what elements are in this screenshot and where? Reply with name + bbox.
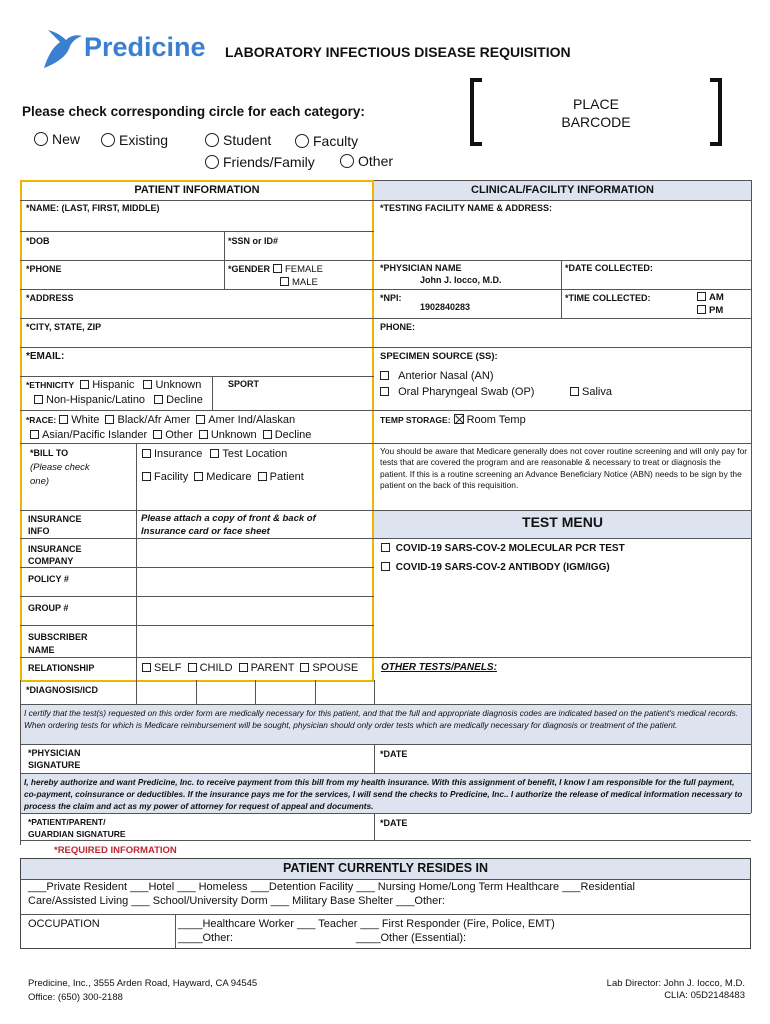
billto-note-1: (Please check bbox=[30, 462, 90, 473]
am-checkbox[interactable]: AM bbox=[697, 292, 724, 303]
option-student[interactable]: Student bbox=[205, 132, 271, 148]
occupation-line-2a: ____Other: bbox=[178, 932, 234, 944]
required-note: *REQUIRED INFORMATION bbox=[54, 845, 177, 856]
radio-circle-icon bbox=[101, 133, 115, 147]
ins-company-label-2: COMPANY bbox=[28, 556, 74, 566]
barcode-label-1: PLACE bbox=[573, 96, 619, 112]
ins-note-1: Please attach a copy of front & back of bbox=[141, 513, 316, 524]
test-pcr-option[interactable]: COVID-19 SARS-COV-2 MOLECULAR PCR TEST bbox=[381, 543, 625, 554]
patient-info-title: PATIENT INFORMATION bbox=[134, 184, 260, 196]
address-label: *ADDRESS bbox=[26, 293, 74, 303]
radio-circle-icon bbox=[34, 132, 48, 146]
occupation-label: OCCUPATION bbox=[28, 918, 100, 930]
physician-sig-label-2: SIGNATURE bbox=[28, 760, 81, 770]
subscriber-label-2: NAME bbox=[28, 645, 55, 655]
spec-oral-option[interactable]: Oral Pharyngeal Swab (OP) bbox=[380, 386, 534, 398]
checkbox-icon[interactable] bbox=[105, 415, 114, 424]
checkbox-icon bbox=[380, 371, 389, 380]
occupation-line-1: ____Healthcare Worker ___ Teacher ___ First Responder (Fire, Police, EMT) bbox=[178, 918, 555, 930]
city-label: *CITY, STATE, ZIP bbox=[26, 322, 102, 332]
billto-note-2: one) bbox=[30, 476, 50, 487]
option-friends-family[interactable]: Friends/Family bbox=[205, 154, 315, 170]
checkbox-icon[interactable] bbox=[142, 472, 151, 481]
billto-row-1: Insurance Test Location bbox=[142, 448, 287, 460]
logo bbox=[38, 26, 208, 70]
radio-circle-icon bbox=[205, 155, 219, 169]
facility-label: *TESTING FACILITY NAME & ADDRESS: bbox=[380, 203, 553, 213]
guardian-sig-label-1: *PATIENT/PARENT/ bbox=[28, 817, 106, 827]
temp-storage-row: TEMP STORAGE: Room Temp bbox=[380, 414, 526, 426]
group-label: GROUP # bbox=[28, 603, 69, 613]
checkbox-icon[interactable] bbox=[300, 663, 309, 672]
spec-nasal-option[interactable]: Anterior Nasal (AN) bbox=[380, 370, 493, 382]
bird-logo-icon bbox=[38, 26, 84, 70]
checkbox-icon[interactable] bbox=[80, 380, 89, 389]
billto-label: *BILL TO bbox=[30, 448, 69, 458]
physician-date-label: *DATE bbox=[380, 749, 408, 759]
option-new[interactable]: New bbox=[34, 131, 80, 147]
checkbox-icon bbox=[381, 543, 390, 552]
checkbox-icon bbox=[697, 292, 706, 301]
email-label: *EMAIL: bbox=[26, 351, 65, 362]
physician-name: John J. Iocco, M.D. bbox=[420, 275, 502, 285]
physician-sig-label-1: *PHYSICIAN bbox=[28, 748, 81, 758]
ins-company-label-1: INSURANCE bbox=[28, 544, 82, 554]
footer-office: Office: (650) 300-2188 bbox=[28, 992, 123, 1003]
race-row-2: Asian/Pacific Islander Other Unknown Decline bbox=[30, 429, 311, 441]
diagnosis-label: *DIAGNOSIS/ICD bbox=[26, 685, 99, 695]
checkbox-icon bbox=[381, 562, 390, 571]
checkbox-icon[interactable] bbox=[188, 663, 197, 672]
footer-address: Predicine, Inc., 3555 Arden Road, Hayward, CA 94545 bbox=[28, 978, 258, 989]
checkbox-icon[interactable] bbox=[143, 380, 152, 389]
clinical-info-title: CLINICAL/FACILITY INFORMATION bbox=[471, 184, 654, 196]
checkbox-icon[interactable] bbox=[142, 449, 151, 458]
ssn-label: *SSN or ID# bbox=[228, 236, 279, 246]
phone-label: *PHONE bbox=[26, 264, 62, 274]
option-existing[interactable]: Existing bbox=[101, 132, 168, 148]
test-antibody-option[interactable]: COVID-19 SARS-COV-2 ANTIBODY (IGM/IGG) bbox=[381, 562, 610, 573]
occupation-line-2b: ____Other (Essential): bbox=[356, 932, 467, 944]
radio-circle-icon bbox=[205, 133, 219, 147]
radio-circle-icon bbox=[295, 134, 309, 148]
gender-male-checkbox[interactable]: MALE bbox=[280, 277, 318, 288]
dob-label: *DOB bbox=[26, 236, 50, 246]
guardian-sig-label-2: GUARDIAN SIGNATURE bbox=[28, 829, 126, 839]
subscriber-label-1: SUBSCRIBER bbox=[28, 632, 88, 642]
guardian-date-label: *DATE bbox=[380, 818, 408, 828]
resides-line-2: Care/Assisted Living ___ School/University Dorm ___ Military Base Shelter ___Other: bbox=[28, 895, 445, 907]
ethnicity-row-1: *ETHNICITY Hispanic Unknown bbox=[26, 379, 202, 391]
sport-label: SPORT bbox=[228, 379, 260, 389]
other-tests-label: OTHER TESTS/PANELS: bbox=[381, 662, 497, 673]
gender-female-checkbox[interactable]: FEMALE bbox=[273, 264, 323, 275]
authorize-text: I, hereby authorize and want Predicine, Inc. to receive payment from this bill from my health insurance. With this assignment of benefit, I know I am responsible for the full payment, co-payment, coinsurance or deductibles. If the insurance pays me for the services, I will send the checks to Predicine, Inc.. I authorize the release of medical information necessary to process the claim and act as my power of attorney for request of appeal and documents. bbox=[24, 777, 743, 811]
gender-label: *GENDER bbox=[228, 264, 271, 274]
checkbox-icon bbox=[273, 264, 282, 273]
checkbox-icon[interactable] bbox=[194, 472, 203, 481]
checkbox-icon[interactable] bbox=[30, 430, 39, 439]
ins-note-2: Insurance card or face sheet bbox=[141, 526, 270, 537]
policy-label: POLICY # bbox=[28, 574, 69, 584]
option-other[interactable]: Other bbox=[340, 153, 393, 169]
checkbox-icon[interactable] bbox=[142, 663, 151, 672]
checkbox-icon[interactable] bbox=[258, 472, 267, 481]
race-row-1: *RACE: White Black/Afr Amer Amer Ind/Alaskan bbox=[26, 414, 296, 426]
checkbox-icon bbox=[697, 305, 706, 314]
specimen-label: SPECIMEN SOURCE (SS): bbox=[380, 351, 498, 362]
checkbox-icon[interactable] bbox=[59, 415, 68, 424]
medicare-notice: You should be aware that Medicare generally does not cover routine screening and will only pay for tests that are covered the program and are reasonable & necessary to treat or diagnosis the patient. If this is a routine screening an Advance Beneficiary Notice (ABN) needs to be sign by the patient on the back of this requisition. bbox=[380, 446, 748, 491]
name-label: *NAME: (LAST, FIRST, MIDDLE) bbox=[26, 203, 160, 213]
barcode-area bbox=[470, 78, 722, 146]
checked-checkbox-icon[interactable] bbox=[454, 414, 464, 424]
logo-text: Predicine bbox=[84, 32, 206, 62]
resides-title: PATIENT CURRENTLY RESIDES IN bbox=[282, 861, 489, 875]
npi-value: 1902840283 bbox=[420, 302, 471, 312]
billto-row-2: Facility Medicare Patient bbox=[142, 471, 304, 483]
physician-label: *PHYSICIAN NAME bbox=[380, 263, 462, 273]
ins-info-label-2: INFO bbox=[28, 526, 50, 536]
checkbox-icon bbox=[570, 387, 579, 396]
option-faculty[interactable]: Faculty bbox=[295, 133, 358, 149]
checkbox-icon[interactable] bbox=[263, 430, 272, 439]
ethnicity-row-2: Non-Hispanic/Latino Decline bbox=[34, 394, 203, 406]
checkbox-icon[interactable] bbox=[210, 449, 219, 458]
ins-info-label-1: INSURANCE bbox=[28, 514, 82, 524]
clinical-phone-label: PHONE: bbox=[380, 322, 416, 332]
checkbox-icon[interactable] bbox=[34, 395, 43, 404]
checkbox-icon[interactable] bbox=[153, 430, 162, 439]
checkbox-icon bbox=[280, 277, 289, 286]
npi-label: *NPI: bbox=[380, 293, 402, 303]
category-prompt: Please check corresponding circle for each category: bbox=[22, 104, 365, 119]
form-title: LABORATORY INFECTIOUS DISEASE REQUISITION bbox=[225, 44, 571, 60]
pm-checkbox[interactable]: PM bbox=[697, 305, 723, 316]
checkbox-icon[interactable] bbox=[239, 663, 248, 672]
footer-director: Lab Director: John J. Iocco, M.D. bbox=[606, 978, 745, 989]
checkbox-icon bbox=[380, 387, 389, 396]
checkbox-icon[interactable] bbox=[199, 430, 208, 439]
relationship-options: SELF CHILD PARENT SPOUSE bbox=[142, 662, 358, 674]
footer-clia: CLIA: 05D2148483 bbox=[664, 990, 745, 1001]
checkbox-icon[interactable] bbox=[154, 395, 163, 404]
test-menu-title: TEST MENU bbox=[522, 514, 603, 530]
certify-text: I certify that the test(s) requested on this order form are medically necessary for this patient, and that the full and appropriate diagnosis codes are indicated based on the patient's medical records. When ordering tests for which is Medicare reimbursement will be sought, physician should only order tests which are medically necessary for diagnosis or treatment of the patient. bbox=[24, 708, 739, 730]
date-collected-label: *DATE COLLECTED: bbox=[565, 263, 653, 273]
barcode-label-2: BARCODE bbox=[561, 114, 631, 130]
spec-saliva-option[interactable]: Saliva bbox=[570, 386, 612, 398]
radio-circle-icon bbox=[340, 154, 354, 168]
checkbox-icon[interactable] bbox=[196, 415, 205, 424]
time-collected-label: *TIME COLLECTED: bbox=[565, 293, 651, 303]
resides-line-1: ___Private Resident ___Hotel ___ Homeless ___Detention Facility ___ Nursing Home/Long Term Healthcare ___Residential bbox=[28, 881, 635, 893]
relationship-label: RELATIONSHIP bbox=[28, 663, 95, 673]
